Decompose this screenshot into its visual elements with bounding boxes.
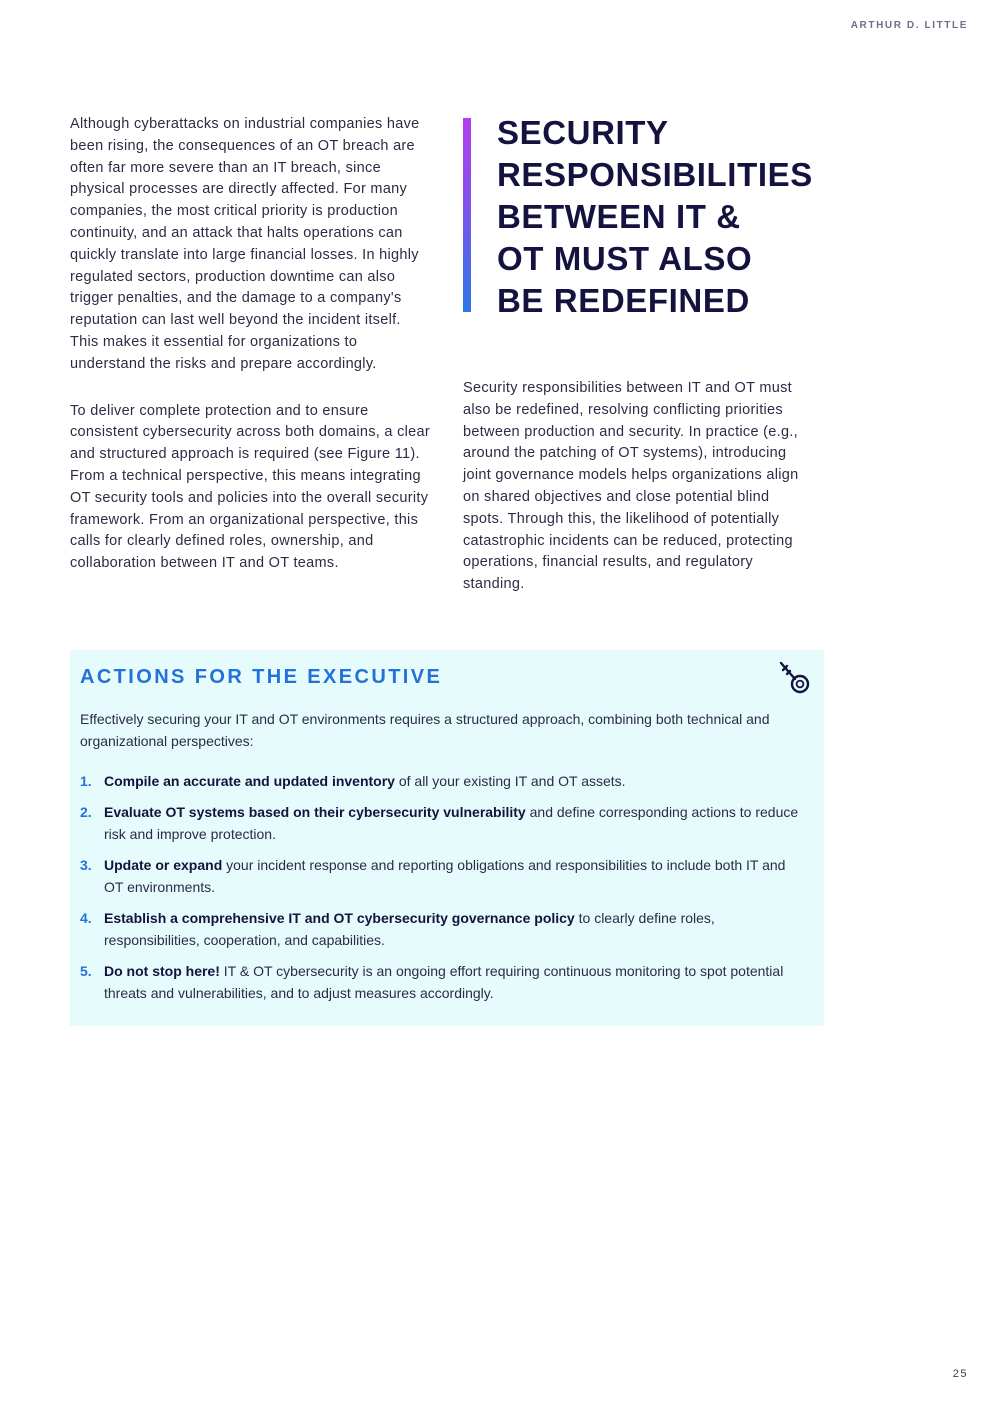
- action-lead: Evaluate OT systems based on their cybersecurity vulnerability: [104, 804, 526, 820]
- action-item: [80, 960, 805, 1004]
- action-lead: Compile an accurate and updated inventory: [104, 773, 395, 789]
- action-lead: Update or expand: [104, 857, 223, 873]
- action-number: 2.: [80, 804, 92, 820]
- actions-intro: Effectively securing your IT and OT environments requires a structured approach, combining both technical and organizational perspectives:: [80, 711, 770, 749]
- action-lead: Do not stop here!: [104, 963, 220, 979]
- action-number: 5.: [80, 963, 92, 979]
- body-paragraph: Security responsibilities between IT and OT must also be redefined, resolving conflicting priorities between production and security. In practice (e.g., around the patching of OT systems), introducing joint governance models helps organizations align on shared objectives and close potential blind spots. Through this, the likelihood of potentially catastrophic incidents can be reduced, protecting operations, financial results, and regulatory standing.: [463, 380, 799, 593]
- page-number: 25: [952, 1368, 968, 1380]
- left-column: [70, 114, 432, 600]
- heading-line: BE REDEFINED: [497, 282, 750, 319]
- right-column: [463, 378, 808, 596]
- action-item: [80, 801, 805, 845]
- actions-box: [70, 650, 824, 1026]
- heading-line: SECURITY: [497, 114, 669, 151]
- heading-accent-bar: [463, 118, 471, 312]
- action-item: [80, 770, 805, 792]
- section-heading: [497, 112, 813, 322]
- heading-line: RESPONSIBILITIES: [497, 156, 813, 193]
- action-item: [80, 854, 805, 898]
- action-lead: Establish a comprehensive IT and OT cybersecurity governance policy: [104, 910, 575, 926]
- action-item: [80, 907, 805, 951]
- action-text: of all your existing IT and OT assets.: [394, 773, 626, 789]
- action-text: your incident response and reporting obligations and responsibilities to include both IT and OT environments.: [104, 857, 786, 895]
- action-number: 3.: [80, 857, 92, 873]
- key-icon: [778, 660, 812, 696]
- heading-line: OT MUST ALSO: [497, 240, 753, 277]
- body-paragraph: To deliver complete protection and to ensure consistent cybersecurity across both domains, a clear and structured approach is required (see Figure 11). From a technical perspective, this means integrating OT security tools and policies into the overall security framework. From an organizational perspective, this calls for clearly defined roles, ownership, and collaboration between IT and OT teams.: [70, 402, 431, 572]
- action-text: and define corresponding actions to reduce risk and improve protection.: [104, 804, 799, 842]
- section-heading-block: [463, 114, 843, 319]
- action-number: 1.: [80, 773, 92, 789]
- brand-name: ARTHUR D. LITTLE: [850, 20, 968, 31]
- action-text: to clearly define roles, responsibilities, cooperation, and capabilities.: [104, 910, 715, 948]
- action-number: 4.: [80, 910, 92, 926]
- actions-list: [80, 770, 805, 1013]
- body-paragraph: Although cyberattacks on industrial companies have been rising, the consequences of an OT breach are often far more severe than an IT breach, since physical processes are directly affected. For many companies, the most critical priority is production continuity, and an attack that halts operations can quickly translate into large financial losses. In highly regulated sectors, production downtime can also trigger penalties, and the damage to a company's reputation can last well beyond the incident itself. This makes it essential for organizations to understand the risks and prepare accordingly.: [70, 116, 420, 372]
- heading-line: BETWEEN IT &: [497, 198, 741, 235]
- action-text: IT & OT cybersecurity is an ongoing effort requiring continuous monitoring to spot potential threats and vulnerabilities, and to adjust measures accordingly.: [104, 963, 784, 1001]
- actions-title: ACTIONS FOR THE EXECUTIVE: [80, 666, 443, 688]
